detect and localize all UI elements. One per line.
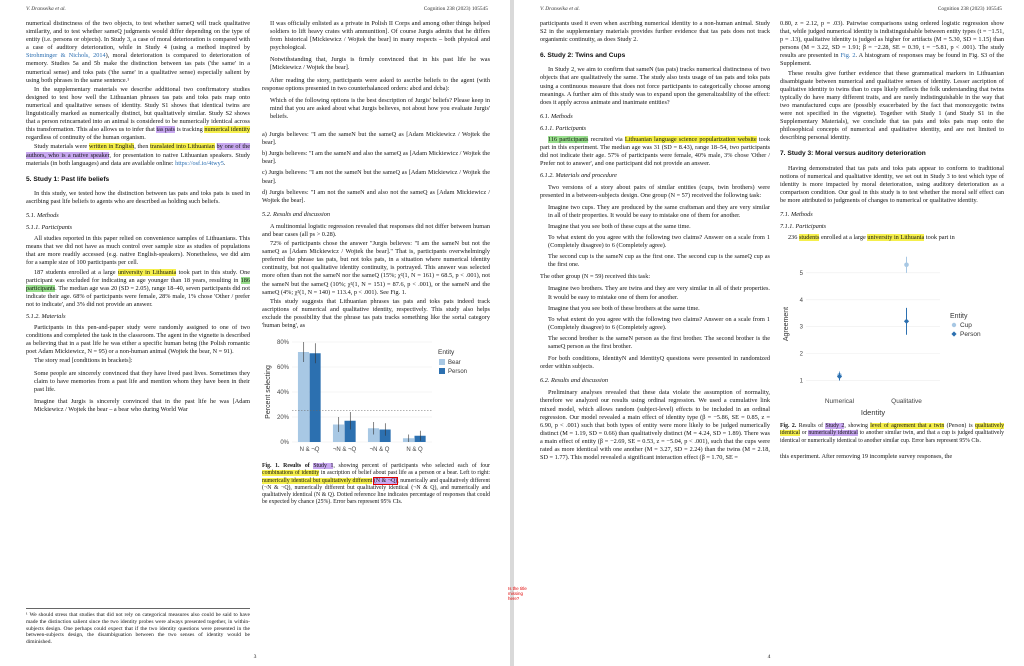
- subsection-heading: 5.1. Methods: [26, 211, 59, 219]
- quote-line: Some people are sincerely convinced that they have lived past lives. Sometimes they claim to have memories from a past life and mention whom they have been in their past life.: [34, 369, 250, 393]
- highlight[interactable]: students: [798, 234, 820, 242]
- y-tick-label: 0%: [280, 440, 289, 447]
- paragraph: this experiment. After removing 19 incomplete survey responses, the: [780, 452, 953, 460]
- x-tick-label: N & ¬Q: [299, 447, 320, 454]
- x-tick-label: N & Q: [406, 447, 423, 454]
- paragraph: In the supplementary materials we describe additional two confirmatory studies designed to test how well the Lithuanian phrases tas pats and toks pats map onto numerical and qualitative senses of identity. Study S1 shows that identical twins are linguistically marked as numerically distinct, but qualitatively similar. Study S2 shows that a person reincarnated into an animal is considered to be numerically identical across this transformation. This also allows us to infer that tas pats is tracking numerical identity regardless of continuity of the human organism.: [26, 85, 251, 142]
- bar-bear: [298, 352, 309, 442]
- paragraph: 187 students enrolled at a large university in Lithuania took part in this study. One participant was excluded for indicating an age younger than 18 years, resulting in 186 participants. The median age was 20 (SD = 2.05), range 18–40, seven participants did not indicate their age. 68% of participants were female, 28% male, 1% chose 'Other / prefer not to indicate', and 3% did not provide an answer.: [26, 268, 250, 308]
- legend-label: Person: [448, 369, 468, 376]
- paragraph: For both conditions, IdentityN and IdentityQ questions were presented in randomized order within subjects.: [540, 355, 770, 371]
- paragraph: 116 participants recruited via Lithuanian language science popularization website took part in this experiment. The median age was 31 (SD = 8.43), range 18–54, two participants did not indicate their age. 57% of participants were female, 40% male, 3% chose 'Other / Prefer not to answer', and one participant did not provide an answer.: [540, 136, 770, 168]
- highlight[interactable]: numerical identity: [204, 126, 251, 134]
- header-journal: Cognition 238 (2023) 105545: [423, 6, 488, 12]
- x-tick-label: ¬N & Q: [369, 447, 390, 454]
- paragraph: Having demonstrated that tas pats and toks pats appear to conform to traditional notions of numerical and qualitative identity, we set out in Study 3 to test which type of identity is more impacted by moral deterioration, using auditory deterioration as a comparison condition. Our goal in this study is to test whether the moral self effect can be more attributed to judgments of changes to numerical or qualitative identity.: [780, 164, 1004, 204]
- option-b: b) Jurgis believes: "I am the sameN and also the sameQ as [Adam Mickiewicz / Wojtek the bear].: [262, 150, 490, 166]
- figure-2-dot-plot: [780, 248, 1004, 420]
- vignette-quote: [270, 20, 490, 73]
- y-tick-label: 2: [799, 351, 803, 358]
- plot-area: [806, 254, 940, 394]
- page-number: 3: [253, 654, 257, 660]
- quote-line: Imagine that you see both of these brothers at the same time.: [548, 304, 700, 312]
- header-authors: V. Dranseika et al.: [26, 6, 66, 12]
- page3-column-right: [262, 20, 490, 506]
- x-tick-label: Numerical: [824, 398, 855, 406]
- y-tick-label: 20%: [276, 415, 289, 422]
- citation-link[interactable]: Strohminger & Nichols, 2014: [26, 52, 106, 60]
- page-4: [514, 0, 1024, 666]
- paragraph: This study suggests that Lithuanian phrases tas pats and toks pats indeed track ascriptions of numerical and qualitative identity, respectively. This study also helps exclude the possibility that the phrase tas pats tracks something like the sortal category 'human being', as: [262, 297, 490, 329]
- running-header: [540, 6, 1002, 16]
- highlight[interactable]: translated into Lithuanian: [150, 143, 215, 151]
- y-tick-label: 3: [799, 324, 803, 331]
- paragraph: Study materials were written in English, then translated into Lithuanian by one of the authors, who is a native speaker, for presentation to native Lithuanian speakers. Study materials (in both languages) and data are available online: https://osf.io/4twy5.: [26, 143, 251, 167]
- figure-2-caption: Fig. 2. Results of Study 2, showing level of agreement that a twin (Person) is qualitatively identical or numerically identical to another similar twin, and that a cup is judged qualitatively identical or numerically identical to another similar cup. Error bars represent 95% CIs.: [780, 423, 1005, 444]
- legend-label: Person: [960, 331, 981, 339]
- vignette-quote: [548, 285, 770, 351]
- bar-person: [310, 353, 321, 442]
- highlight[interactable]: tas pats: [156, 126, 176, 134]
- paragraph: The story read [conditions in brackets]:: [34, 357, 133, 365]
- subsection-heading: 7.1. Methods: [780, 210, 813, 218]
- legend-swatch-bear: [439, 359, 445, 365]
- subsubsection-heading: 5.1.2. Materials: [26, 313, 66, 320]
- paragraph: In this study, we tested how the distinction between tas pats and toks pats is used in ascribing past life beliefs to agents who are described as holding such beliefs.: [26, 189, 250, 205]
- legend-marker-cup: [952, 323, 956, 327]
- legend-marker-person: [951, 332, 956, 337]
- review-comment[interactable]: Is the title missing here?: [508, 586, 527, 601]
- subsection-heading: 6.2. Results and discussion: [540, 377, 609, 385]
- page-3: [0, 0, 510, 666]
- page4-column-left: [540, 20, 770, 463]
- subsubsection-heading: 5.1.1. Participants: [26, 224, 73, 232]
- quote-line: Imagine two cups. They are produced by the same craftsman and they are very similar in all of their properties. It would be easy to mistake one of them for another.: [548, 203, 770, 219]
- highlight[interactable]: numerically identical but qualitatively different: [262, 477, 373, 484]
- figure-1-bar-chart: [262, 334, 490, 460]
- paragraph: numerical distinctness of the two objects, to test whether sameQ will track qualitative similarity, and to test whether sameQ judgments would differ depending on the type of entity (i.e. persons or objects). In Study 3, a case of moral deterioration is compared with a case of auditory deterioration, while in Study 4 (using a method inspired by Strohminger & Nichols, 2014), moral deterioration is compared to deterioration of memory. Studies 5a and 5b make the distinction between tas pats ('the same' in a numerical sense) and toks pats ('the same' in a qualitative sense) especially salient by using both phrases in the same sentence.¹: [26, 20, 250, 84]
- y-tick-label: 60%: [276, 365, 289, 372]
- quote-line: To what extent do you agree with the following two claims? Answer on a scale from 1 (Completely disagree) to 6 (Completely agree).: [548, 315, 770, 331]
- subsubsection-heading: 7.1.1. Participants: [780, 223, 827, 231]
- page4-column-right: [780, 20, 1004, 462]
- y-tick-label: 5: [799, 271, 803, 278]
- vignette-quote: [34, 370, 250, 414]
- paragraph: 0.80, z = 2.12, p = .03). Pairwise comparisons using ordered logistic regression show that, while judged numerical identity is indistinguishable between entity types (t = −1.51, p = .13), qualitative identity is judged as higher for artifacts (M = 5.30, SD = 1.15) than persons (M = 3.22, SD = 1.91; β = −2.28, SE = 0.39, t = −5.81, p < .001). The study results are presented in Fig. 2. A histogram of responses may be found in Fig. S3 of the Supplement.: [780, 20, 1004, 68]
- y-axis-label: Agreement: [783, 307, 790, 342]
- subsubsection-heading: 6.1.2. Materials and procedure: [540, 172, 617, 180]
- x-axis-label: Identity: [860, 408, 886, 418]
- highlight[interactable]: university in Lithuania: [867, 234, 925, 242]
- quote-line: Which of the following options is the best description of Jurgis' beliefs? Please keep in mind that you are asked about what Jurgis believes, not about how you evaluate Jurgis' beliefs.: [270, 96, 490, 120]
- highlight[interactable]: level of agreement that a twin: [870, 423, 945, 430]
- footnote: ¹ We should stress that studies that did not rely on categorical measures also could be said to have made the distinction salient since the two identity probes were always presented together, in within-subjects design. One perhaps could expect that if the two identity questions were presented in the between-subjects design, the disambiguation between the two senses of identity would be diminished.: [26, 608, 250, 646]
- paragraph: All studies reported in this paper relied on convenience samples of Lithuanians. This means that we did not have as much control over sample size as studies of populations that are more readily accessed (e.g. native English-speakers). Nonetheless, we did aim for a sample size of 100 participants per cell.: [26, 235, 250, 267]
- highlight[interactable]: qualitatively identical: [780, 423, 1004, 437]
- y-tick-label: 4: [799, 298, 803, 305]
- highlight[interactable]: written in English: [88, 143, 135, 151]
- highlight[interactable]: 186 participants: [26, 276, 250, 292]
- quote-line: The second brother is the sameN person as the first brother. The second brother is the sameQ person as the first brother.: [548, 334, 770, 350]
- quote-line: To what extent do you agree with the following two claims? Answer on a scale from 1 (Completely disagree) to 6 (Completely agree).: [548, 233, 770, 250]
- paragraph: participants used it even when ascribing numerical identity to a non-human animal. Study S2 in the supplementary materials provides further evidence that tas pats does not track organismic continuity, as does Study 2.: [540, 20, 770, 44]
- legend-swatch-person: [439, 368, 445, 374]
- highlight[interactable]: university in Lithuania: [117, 268, 177, 276]
- y-tick-label: 40%: [276, 390, 289, 397]
- section-heading: 5. Study 1: Past life beliefs: [26, 175, 110, 183]
- data-link[interactable]: https://osf.io/4twy5: [175, 159, 224, 167]
- vignette-quote: [270, 97, 490, 121]
- quote-line: Notwithstanding that, Jurgis is firmly convinced that in his past life he was [Mickiewicz / Wojtek the bear].: [270, 56, 490, 72]
- highlight[interactable]: by one of the authors, who is a native speaker: [26, 143, 251, 159]
- header-journal: Cognition 238 (2023) 105545: [937, 6, 1002, 12]
- highlight[interactable]: combinations of identity: [262, 470, 320, 477]
- figure-link[interactable]: Fig. 2: [840, 52, 856, 60]
- figure-1-caption: Fig. 1. Results of Study 1, showing percent of participants who selected each of four combinations of identity in ascription of belief about past life as a person or a bear. Left to right: numerically identical but qualitatively different (N & ¬Q), numerically and qualitatively different (¬N & ¬Q), numerically different but qualitatively identical (¬N & Q), and numerically and qualitatively identical (N & Q). Dotted reference line indicates percentage of responses that could be expected by chance (25%). Error bars represent 95% CIs.: [262, 463, 490, 506]
- subsection-heading: 5.2. Results and discussion: [262, 210, 331, 218]
- paragraph: In Study 2, we aim to confirm that sameN (tas pats) tracks numerical distinctness of two objects that are qualitatively the same. The study also tests usage of tas pats and toks pats using a continuous measure that does not force participants to categorically choose among meanings. A further aim of this study was to expand upon the generalizability of the effect: does it apply across animate and inanimate entities?: [540, 66, 770, 106]
- option-d: d) Jurgis believes: "I am not the sameN and also not the sameQ as [Adam Mickiewicz / Wojtek the bear].: [262, 188, 490, 204]
- highlight[interactable]: Lithuanian language science popularization website: [624, 136, 757, 144]
- y-tick-label: 80%: [276, 340, 289, 347]
- quote-line: II was officially enlisted as a private in Polish II Corps and among other things helped soldiers to lift heavy crates with ammunition]. Of course Jurgis admits that he differs from historical [Mickiewicz / Wojtek the bear] in many respects – both physical and psychological.: [270, 20, 490, 52]
- highlight[interactable]: Study 1: [313, 463, 334, 470]
- vignette-quote: [548, 204, 770, 270]
- point-cup: [904, 263, 909, 268]
- paragraph: 72% of participants chose the answer "Jurgis believes: "I am the sameN but not the sameQ as [Adam Mickiewicz / Wojtek the bear]." That is, participants overwhelmingly preferred the phrase tas pats, but not toks pats, in a situation where numerical identity continuity, but not qualitative identity continuity, is portrayed. This answer was selected more often than not the sameN nor the sameQ (15%; χ²(1, N = 161) = 68.5, p < .001), not the sameN but the sameQ (10%; χ²(1, N = 151) = 87.6, p < .001), or the sameN and the sameQ (4%; χ²(1, N = 140) = 113.4, p < .001). See Fig. 1.: [262, 240, 490, 296]
- paragraph: 236 students enrolled at a large university in Lithuania took part in: [788, 234, 955, 242]
- subsubsection-heading: 6.1.1. Participants: [540, 124, 587, 132]
- paragraph: After reading the story, participants were asked to ascribe beliefs to the agent (with response options presented in two counterbalanced orders: abcd and dcba):: [262, 76, 490, 92]
- header-authors: V. Dranseika et al.: [540, 6, 580, 12]
- legend-label: Bear: [448, 360, 461, 367]
- legend-label: Cup: [960, 322, 972, 330]
- highlight[interactable]: 116 participants: [548, 136, 589, 144]
- subsection-heading: 6.1. Methods: [540, 112, 573, 120]
- option-a: a) Jurgis believes: "I am the sameN but the sameQ as [Adam Mickiewicz / Wojtek the bear].: [262, 131, 490, 147]
- response-options: [262, 131, 490, 205]
- paragraph: The other group (N = 59) received this task:: [540, 273, 651, 281]
- page-number: 4: [767, 654, 771, 660]
- page3-column-left: [26, 20, 250, 418]
- paragraph: Preliminary analyses revealed that these data violate the assumption of normality, therefore we analyzed our results using ordinal regression. We used a cumulative link mixed model, which allows random (subject-level) effects to be included in an ordinal regression. Our model revealed a main effect of identity type (β = −5.86, SE = 0.85, z = 6.90, p < .001) such that both types of entity were more likely to be judged numerically distinct (M = 1.19, SD = 0.66) than qualitatively distinct (M = 4.24, SD = 1.89). There was a main effect of entity (β = −2.69, SE = 0.53, z = −5.04, p < .001), such that the cups were rated as more identical with one another (M = 3.27, SD = 2.24) than the twins (M = 2.18, SD = 1.77). This model revealed a significant interaction effect (β = 1.70, SE =: [540, 389, 770, 462]
- paragraph: Participants in this pen-and-paper study were randomly assigned to one of two conditions and completed the task in the classroom. The agent in the vignette is described as believing that in a past life he was either a specific human being (the Polish romantic poet Adam Mickiewicz, N = 95) or a non-human animal (Wojtek the bear, N = 91).: [26, 324, 250, 356]
- quote-line: The second cup is the sameN cup as the first one. The second cup is the sameQ cup as the first one.: [548, 253, 770, 269]
- highlight[interactable]: Study 2: [825, 423, 845, 430]
- paragraph: A multinomial logistic regression revealed that responses did not differ between human and bear cases (all ps > 0.28).: [262, 222, 490, 238]
- legend-title: Entity: [950, 313, 968, 321]
- quote-line: Imagine that Jurgis is sincerely convinced that in the past life he was [Adam Mickiewicz / Wojtek the bear – a bear who during World War: [34, 397, 250, 413]
- paragraph: Two versions of a story about pairs of similar entities (cups, twin brothers) were presented in a between-subjects design. One group (N = 57) received the following task:: [540, 183, 770, 199]
- highlight[interactable]: numerically identical: [808, 430, 858, 437]
- option-c: c) Jurgis believes: "I am not the sameN but the sameQ as [Adam Mickiewicz / Wojtek the bear].: [262, 169, 490, 185]
- y-tick-label: 1: [799, 378, 803, 385]
- x-tick-label: Qualitative: [891, 398, 922, 406]
- legend-title: Entity: [438, 349, 455, 357]
- highlight-commented[interactable]: (N & ¬Q): [373, 477, 398, 484]
- section-heading: 7. Study 3: Moral versus auditory deterioration: [780, 150, 926, 158]
- x-tick-label: ¬N & ¬Q: [332, 447, 357, 454]
- quote-line: Imagine that you see both of these cups at the same time.: [548, 222, 691, 230]
- paragraph: These results give further evidence that these grammatical markers in Lithuanian disambiguate between numerical and qualitative senses of identity. Lesser ascription of qualitative identity to twins than to cups likely reflects the folk understanding that twins typically do have many different traits, and are rarely indistinguishable in the way that two manufactured cups are (possibly exacerbated by the fact that monozygotic twins were not specified in the vignette). Together with Study 1 (and Study S1 in the Supplementary Materials), we conclude that tas pats and toks pats map onto the philosophical concepts of numerical and qualitative identity, and are not limited to describing personal identity.: [780, 69, 1004, 142]
- section-heading: 6. Study 2: Twins and Cups: [540, 52, 626, 60]
- running-header: [26, 6, 488, 16]
- quote-line: Imagine two brothers. They are twins and they are very similar in all of their properties. It would be easy to mistake one of them for another.: [548, 285, 770, 301]
- y-axis-label: Percent selecting: [265, 365, 272, 419]
